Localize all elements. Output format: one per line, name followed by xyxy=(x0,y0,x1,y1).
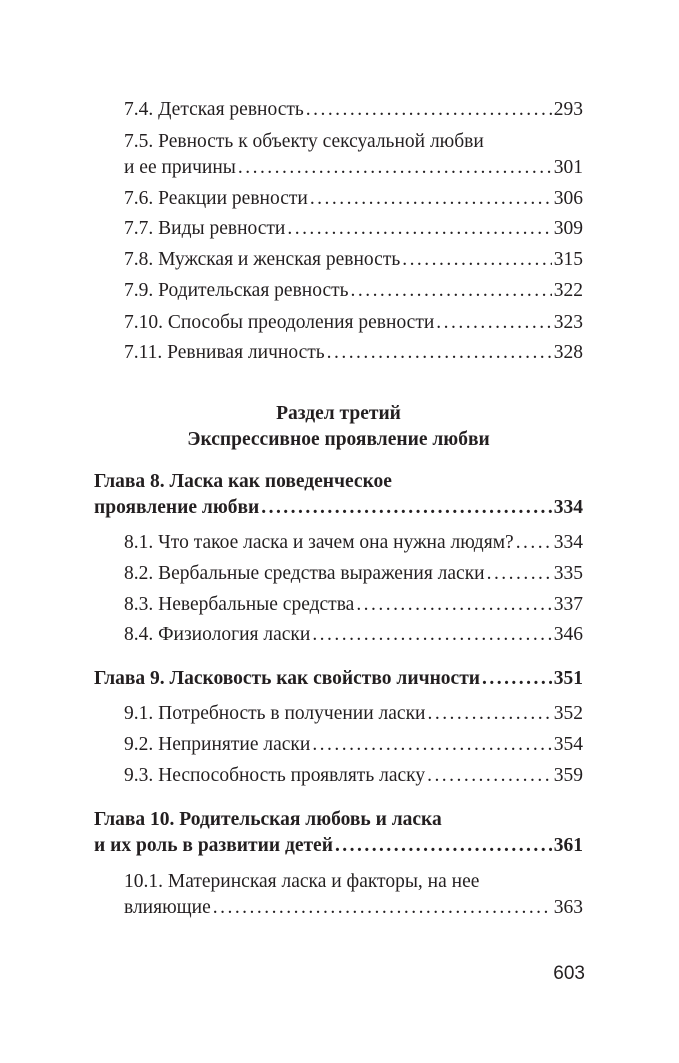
chapter-page: 334 xyxy=(553,497,583,518)
toc-entry xyxy=(124,216,583,242)
dot-leader xyxy=(213,895,552,921)
dot-leader xyxy=(335,833,552,859)
dot-leader xyxy=(312,732,551,758)
toc-entry-title: 7.9. Родительская ревность xyxy=(124,280,349,301)
dot-leader xyxy=(402,247,552,273)
dot-leader xyxy=(436,310,551,336)
dot-leader xyxy=(516,530,552,556)
toc-entry-page: 335 xyxy=(553,563,583,584)
toc-entry-title: 7.7. Виды ревности xyxy=(124,218,286,239)
dot-leader xyxy=(428,701,552,727)
toc-entry xyxy=(124,732,583,758)
chapter-page: 361 xyxy=(553,835,583,856)
toc-entry-title: влияющие xyxy=(124,897,211,918)
chapter-title: и их роль в развитии детей xyxy=(94,835,333,856)
chapter-entry xyxy=(94,666,583,692)
toc-entry-title-line1: 10.1. Материнская ласка и факторы, на нее xyxy=(124,871,480,892)
toc-entry-title: 7.10. Способы преодоления ревности xyxy=(124,312,435,333)
toc-entry-page: 293 xyxy=(553,99,583,120)
dot-leader xyxy=(238,155,552,181)
dot-leader xyxy=(427,763,552,789)
dot-leader xyxy=(310,186,552,212)
dot-leader xyxy=(261,495,552,521)
toc-entry xyxy=(124,895,583,921)
chapter-title-line1: Глава 8. Ласка как поведенческое xyxy=(94,471,392,492)
toc-entry-title: 9.3. Неспособность проявлять ласку xyxy=(124,765,426,786)
chapter-entry xyxy=(94,833,583,859)
toc-entry-title: 7.6. Реакции ревности xyxy=(124,188,308,209)
page-number: 603 xyxy=(553,963,585,984)
section-title: Раздел третий xyxy=(276,403,401,424)
dot-leader xyxy=(312,622,551,648)
toc-entry xyxy=(124,310,583,336)
chapter-title-line1: Глава 10. Родительская любовь и ласка xyxy=(94,809,442,830)
toc-entry-title: 8.1. Что такое ласка и зачем она нужна людям? xyxy=(124,532,514,553)
dot-leader xyxy=(356,592,551,618)
toc-entry xyxy=(124,247,583,273)
toc-entry xyxy=(124,701,583,727)
toc-entry-page: 322 xyxy=(553,280,583,301)
dot-leader xyxy=(306,97,552,123)
toc-entry xyxy=(124,97,583,123)
toc-entry-page: 346 xyxy=(553,624,583,645)
toc-entry-page: 301 xyxy=(553,157,583,178)
toc-entry xyxy=(124,278,583,304)
toc-entry-page: 337 xyxy=(553,594,583,615)
dot-leader xyxy=(482,666,552,692)
toc-entry xyxy=(124,622,583,648)
toc-entry-page: 323 xyxy=(553,312,583,333)
toc-entry-title-line1: 7.5. Ревность к объекту сексуальной любви xyxy=(124,131,484,152)
toc-entry-title: 7.11. Ревнивая личность xyxy=(124,342,325,363)
chapter-title: Глава 9. Ласковость как свойство личности xyxy=(94,668,481,689)
toc-entry-title: 9.1. Потребность в получении ласки xyxy=(124,703,426,724)
toc-entry-title: 9.2. Непринятие ласки xyxy=(124,734,311,755)
toc-entry-title: и ее причины xyxy=(124,157,236,178)
toc-entry xyxy=(124,530,583,556)
toc-entry xyxy=(124,592,583,618)
dot-leader xyxy=(351,278,552,304)
toc-entry xyxy=(124,340,583,366)
toc-entry-title: 8.3. Невербальные средства xyxy=(124,594,355,615)
toc-entry-page: 359 xyxy=(553,765,583,786)
dot-leader xyxy=(487,561,552,587)
toc-entry-page: 354 xyxy=(553,734,583,755)
toc-entry-page: 334 xyxy=(553,532,583,553)
toc-entry xyxy=(124,561,583,587)
toc-entry-title: 7.8. Мужская и женская ревность xyxy=(124,249,401,270)
toc-entry-page: 309 xyxy=(553,218,583,239)
toc-entry-title: 7.4. Детская ревность xyxy=(124,99,304,120)
chapter-title: проявление любви xyxy=(94,497,260,518)
toc-entry-title: 8.2. Вербальные средства выражения ласки xyxy=(124,563,485,584)
chapter-page: 351 xyxy=(553,668,583,689)
toc-entry xyxy=(124,155,583,181)
toc-entry-page: 352 xyxy=(553,703,583,724)
dot-leader xyxy=(287,216,551,242)
toc-entry xyxy=(124,763,583,789)
chapter-entry xyxy=(94,495,583,521)
section-subtitle: Экспрессивное проявление любви xyxy=(187,429,490,450)
toc-entry-page: 315 xyxy=(553,249,583,270)
toc-entry-title: 8.4. Физиология ласки xyxy=(124,624,311,645)
toc-entry-page: 306 xyxy=(553,188,583,209)
toc-entry-page: 328 xyxy=(553,342,583,363)
toc-entry-page: 363 xyxy=(553,897,583,918)
toc-entry xyxy=(124,186,583,212)
dot-leader xyxy=(327,340,552,366)
